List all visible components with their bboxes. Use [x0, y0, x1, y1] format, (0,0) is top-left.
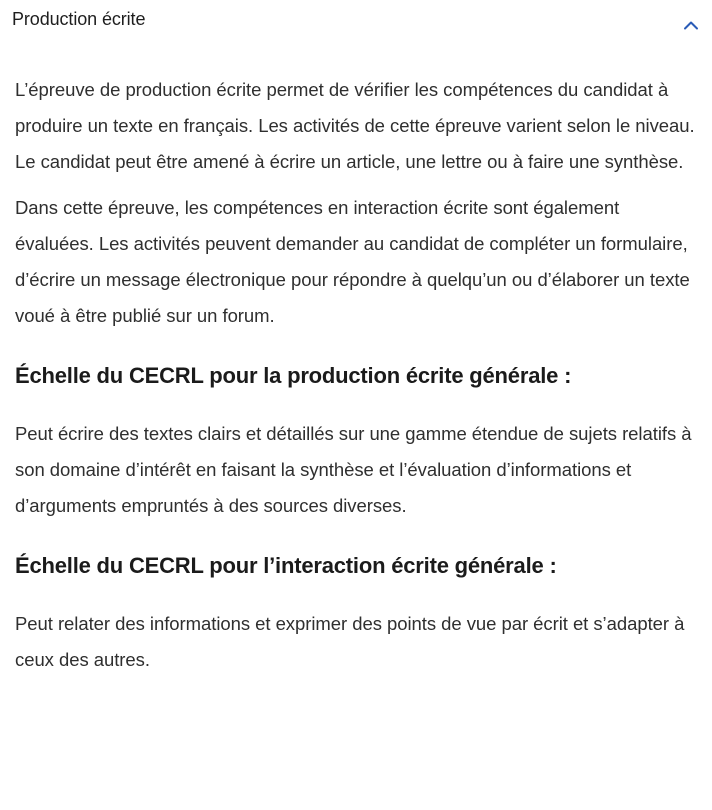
section-heading: Échelle du CECRL pour l’interaction écrite générale : — [15, 553, 557, 578]
chevron-up-icon[interactable] — [680, 14, 702, 36]
intro-paragraph: L’épreuve de production écrite permet de vérifier les compétences du candidat à produire un texte en français. Les activités de cette épreuve varient selon le niveau. Le candidat peut être amené à écrire un article, une lettre ou à faire une synthèse. — [15, 79, 695, 172]
accordion-title: Production écrite — [12, 9, 146, 29]
section-text: Peut relater des informations et exprimer des points de vue par écrit et s’adapter à ceux des autres. — [15, 613, 685, 670]
accordion-body — [0, 44, 712, 678]
section-text: Peut écrire des textes clairs et détaillés sur une gamme étendue de sujets relatifs à son domaine d’intérêt en faisant la synthèse et l’évaluation d’informations et d’arguments empruntés à des sources diverses. — [15, 423, 692, 516]
accordion-header[interactable] — [0, 0, 712, 44]
intro-paragraph: Dans cette épreuve, les compétences en interaction écrite sont également évaluées. Les activités peuvent demander au candidat de compléter un formulaire, d’écrire un message électronique pour répondre à quelqu’un ou d’élaborer un texte voué à être publié sur un forum. — [15, 197, 690, 326]
section-heading: Échelle du CECRL pour la production écrite générale : — [15, 363, 572, 388]
